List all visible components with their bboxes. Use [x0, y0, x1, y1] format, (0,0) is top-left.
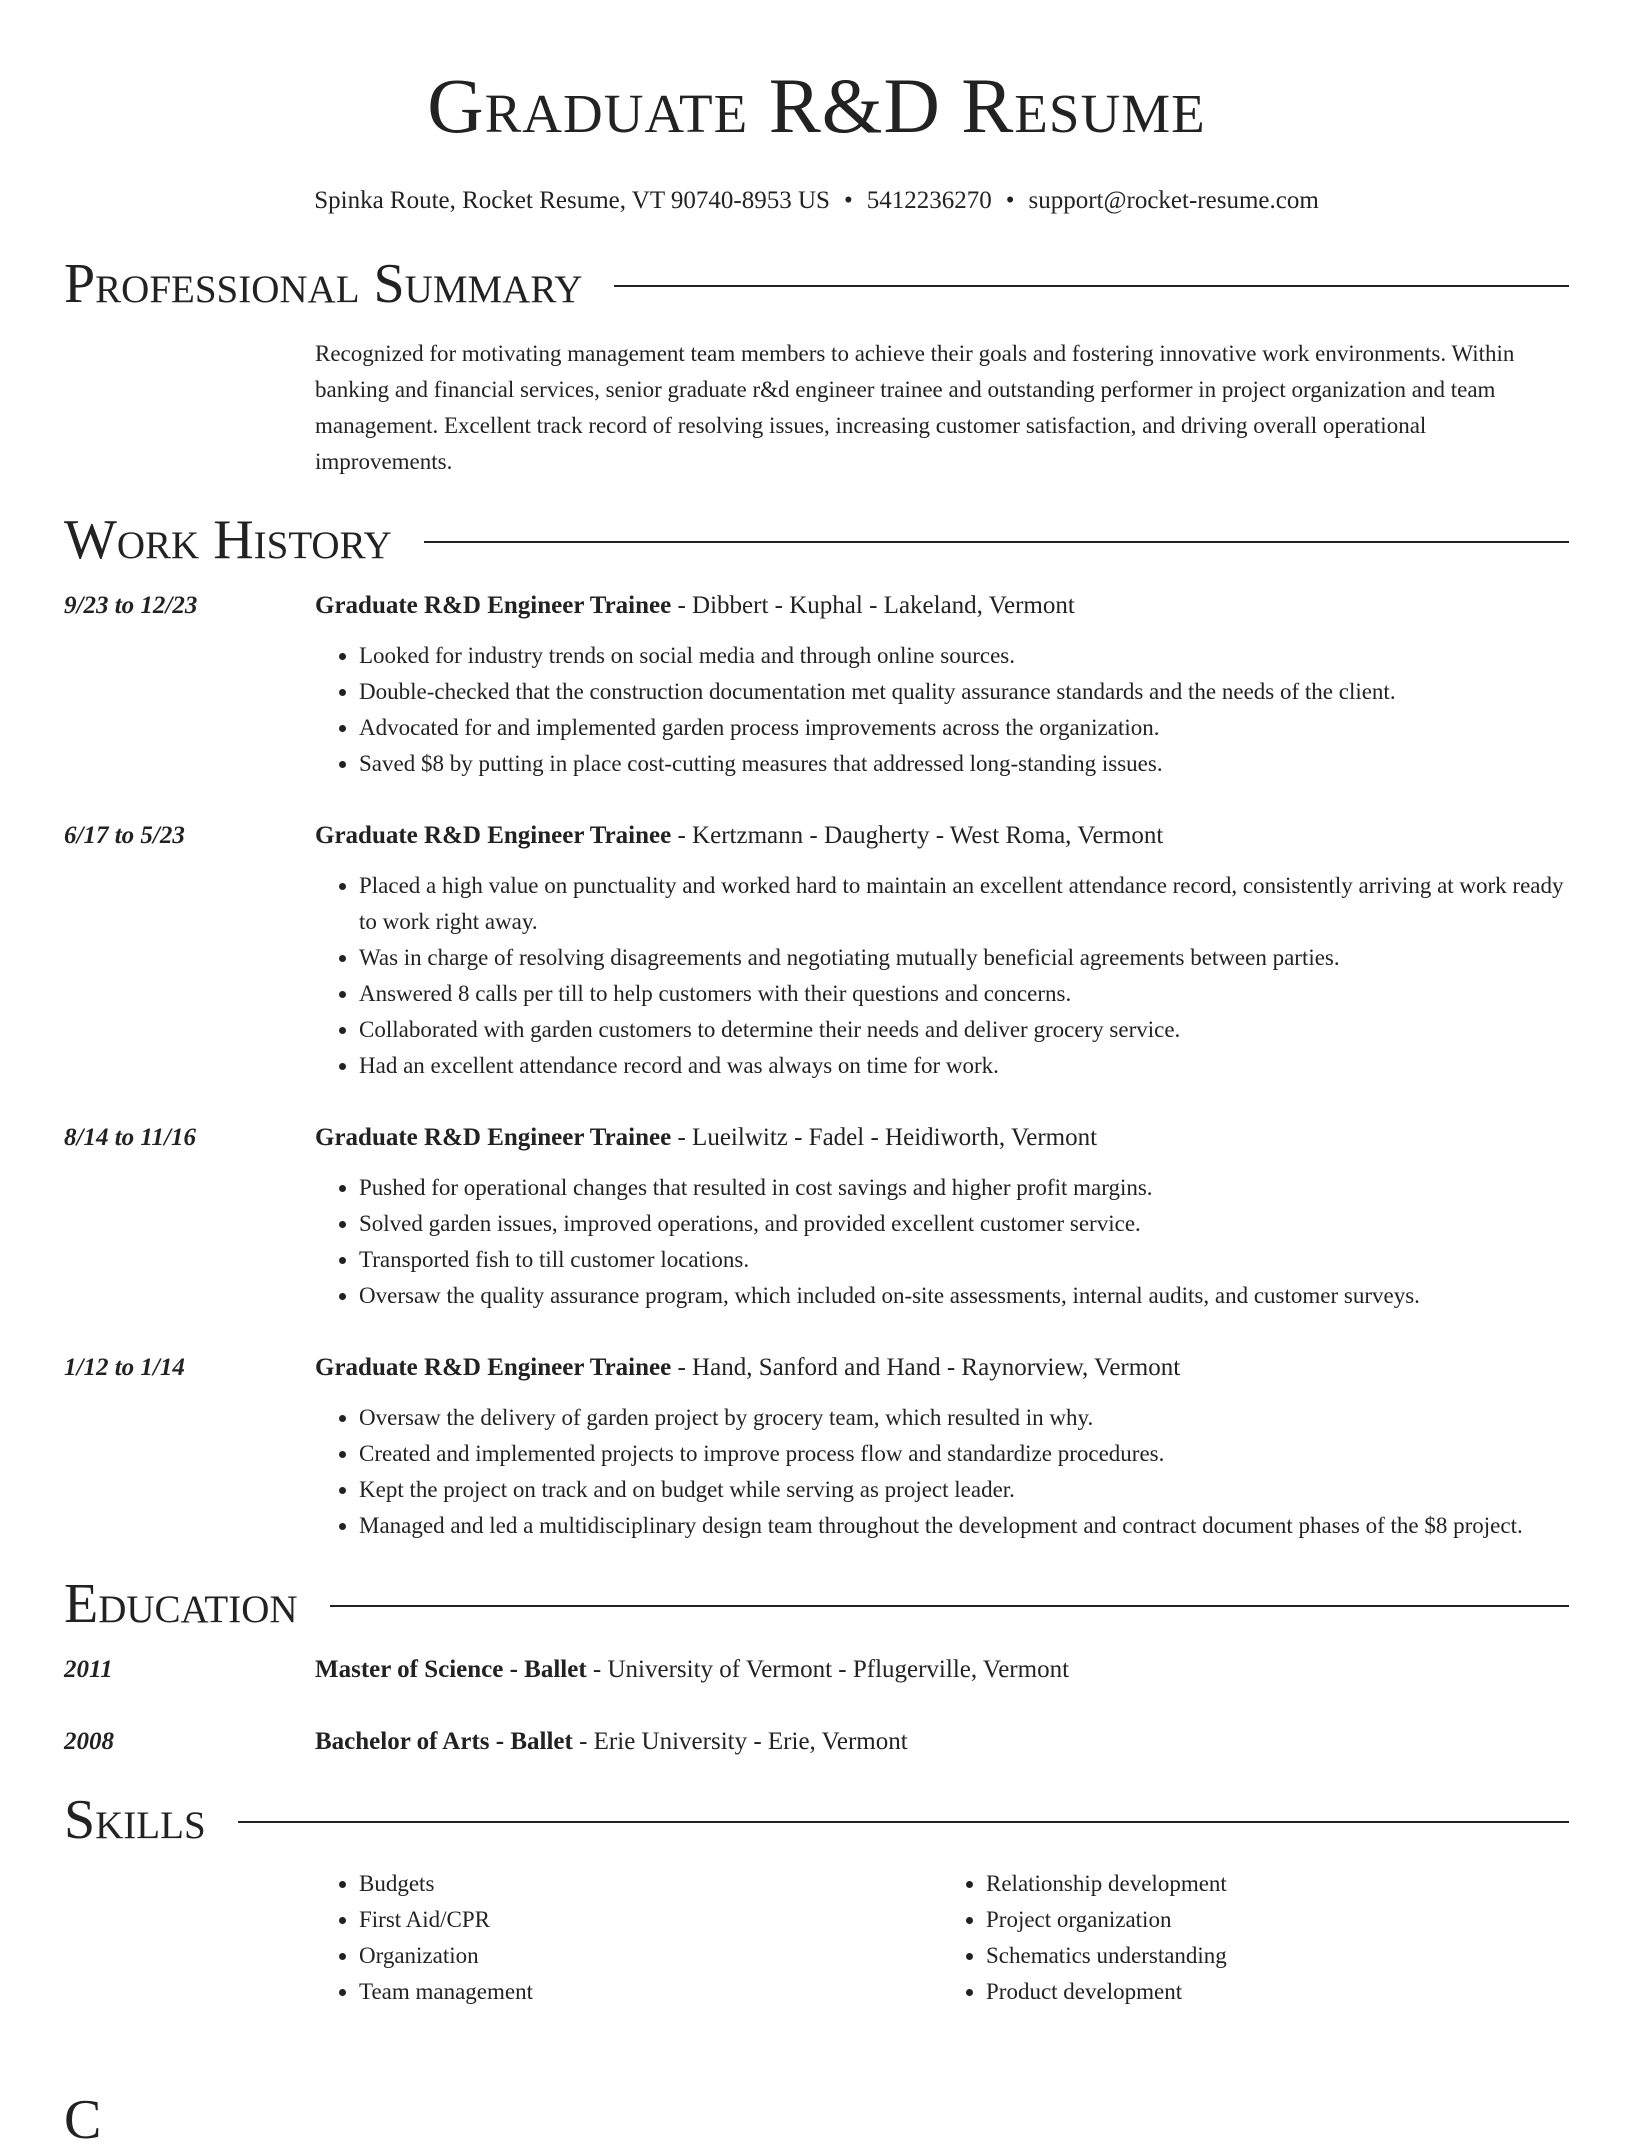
job-title: Graduate R&D Engineer Trainee	[315, 1124, 672, 1151]
skill-item: • Team management	[359, 1974, 942, 2010]
job-heading	[315, 588, 1569, 624]
skills-section-header	[64, 1790, 1569, 1850]
education-section-header	[64, 1574, 1569, 1634]
work-history-list	[64, 588, 1569, 1544]
skills-column-left	[315, 1866, 942, 2010]
skill-item: • Schematics understanding	[986, 1938, 1569, 1974]
skill-item: • First Aid/CPR	[359, 1902, 942, 1938]
list-item: • Collaborated with garden customers to determine their needs and deliver grocery service.	[359, 1012, 1569, 1048]
education-heading-line	[315, 1652, 1569, 1688]
summary-section-header	[64, 254, 1569, 314]
job-dates: 6/17 to 5/23	[64, 822, 185, 849]
education-year: 2011	[64, 1656, 113, 1683]
job-dates: 1/12 to 1/14	[64, 1354, 185, 1381]
job-bullets	[315, 1170, 1569, 1314]
skills-heading: Skills	[64, 1789, 206, 1851]
list-item: • Answered 8 calls per till to help customers with their questions and concerns.	[359, 976, 1569, 1012]
education-heading-line	[315, 1724, 1569, 1760]
section-divider	[424, 541, 1569, 543]
job-bullets	[315, 1400, 1569, 1544]
job-heading	[315, 1120, 1569, 1156]
job-details: - Hand, Sanford and Hand - Raynorview, Vermont	[671, 1354, 1181, 1381]
section-divider	[614, 285, 1569, 287]
list-item: • Oversaw the delivery of garden project by grocery team, which resulted in why.	[359, 1400, 1569, 1436]
list-item: • Pushed for operational changes that resulted in cost savings and higher profit margins.	[359, 1170, 1569, 1206]
list-item: • Placed a high value on punctuality and worked hard to maintain an excellent attendance record, consistently arriving at work ready to work right away.	[359, 868, 1569, 940]
skill-item: • Organization	[359, 1938, 942, 1974]
section-divider	[330, 1605, 1569, 1607]
school-details: - Erie University - Erie, Vermont	[572, 1728, 908, 1755]
list-item: • Looked for industry trends on social media and through online sources.	[359, 638, 1569, 674]
skill-item: • Product development	[986, 1974, 1569, 2010]
job-heading	[315, 818, 1569, 854]
list-item: • Double-checked that the construction documentation met quality assurance standards and the needs of the client.	[359, 674, 1569, 710]
next-section-heading-partial: C	[64, 2089, 102, 2151]
skill-item: • Project organization	[986, 1902, 1569, 1938]
list-item: • Transported fish to till customer locations.	[359, 1242, 1569, 1278]
job-entry	[64, 1120, 1569, 1314]
list-item: • Saved $8 by putting in place cost-cutting measures that addressed long-standing issues.	[359, 746, 1569, 782]
job-title: Graduate R&D Engineer Trainee	[315, 1354, 672, 1381]
contact-email: support@rocket-resume.com	[1028, 187, 1319, 214]
skills-list	[315, 1866, 1569, 2010]
job-dates: 8/14 to 11/16	[64, 1124, 196, 1151]
education-list	[64, 1652, 1569, 1760]
job-details: - Kertzmann - Daugherty - West Roma, Vermont	[671, 822, 1164, 849]
section-divider	[238, 1821, 1569, 1823]
job-entry	[64, 1350, 1569, 1544]
list-item: • Had an excellent attendance record and was always on time for work.	[359, 1048, 1569, 1084]
degree-name: Bachelor of Arts - Ballet	[315, 1728, 573, 1755]
skill-item: • Budgets	[359, 1866, 942, 1902]
summary-text: Recognized for motivating management team members to achieve their goals and fostering innovative work environments. Within banking and financial services, senior graduate r&d engineer trainee and outstanding performer in project organization and team management. Excellent track record of resolving issues, increasing customer satisfaction, and driving overall operational improvements.	[315, 341, 1515, 474]
job-details: - Dibbert - Kuphal - Lakeland, Vermont	[671, 592, 1075, 619]
school-details: - University of Vermont - Pflugerville, Vermont	[586, 1656, 1070, 1683]
list-item: • Kept the project on track and on budget while serving as project leader.	[359, 1472, 1569, 1508]
page-title: Graduate R&D Resume	[427, 62, 1206, 149]
contact-address: Spinka Route, Rocket Resume, VT 90740-8953 US	[314, 187, 830, 214]
education-year: 2008	[64, 1728, 114, 1755]
contact-separator: •	[843, 187, 853, 214]
contact-phone: 5412236270	[866, 187, 992, 214]
job-details: - Lueilwitz - Fadel - Heidiworth, Vermont	[671, 1124, 1098, 1151]
list-item: • Advocated for and implemented garden process improvements across the organization.	[359, 710, 1569, 746]
contact-line	[64, 186, 1569, 216]
summary-heading: Professional Summary	[64, 253, 583, 315]
job-entry	[64, 588, 1569, 782]
job-title: Graduate R&D Engineer Trainee	[315, 592, 672, 619]
skill-item: • Relationship development	[986, 1866, 1569, 1902]
job-heading	[315, 1350, 1569, 1386]
skills-column-right	[942, 1866, 1569, 2010]
list-item: • Managed and led a multidisciplinary design team throughout the development and contract document phases of the $8 project.	[359, 1508, 1569, 1544]
list-item: • Oversaw the quality assurance program, which included on-site assessments, internal audits, and customer surveys.	[359, 1278, 1569, 1314]
job-title: Graduate R&D Engineer Trainee	[315, 822, 672, 849]
degree-name: Master of Science - Ballet	[315, 1656, 587, 1683]
education-heading: Education	[64, 1573, 298, 1635]
job-bullets	[315, 868, 1569, 1084]
resume-page	[64, 0, 1569, 2010]
list-item: • Was in charge of resolving disagreements and negotiating mutually beneficial agreements between parties.	[359, 940, 1569, 976]
list-item: • Solved garden issues, improved operations, and provided excellent customer service.	[359, 1206, 1569, 1242]
education-entry	[64, 1724, 1569, 1760]
job-entry	[64, 818, 1569, 1084]
list-item: • Created and implemented projects to improve process flow and standardize procedures.	[359, 1436, 1569, 1472]
job-dates: 9/23 to 12/23	[64, 592, 198, 619]
contact-separator: •	[1005, 187, 1015, 214]
job-bullets	[315, 638, 1569, 782]
work-heading: Work History	[64, 509, 392, 571]
work-section-header	[64, 510, 1569, 570]
education-entry	[64, 1652, 1569, 1688]
